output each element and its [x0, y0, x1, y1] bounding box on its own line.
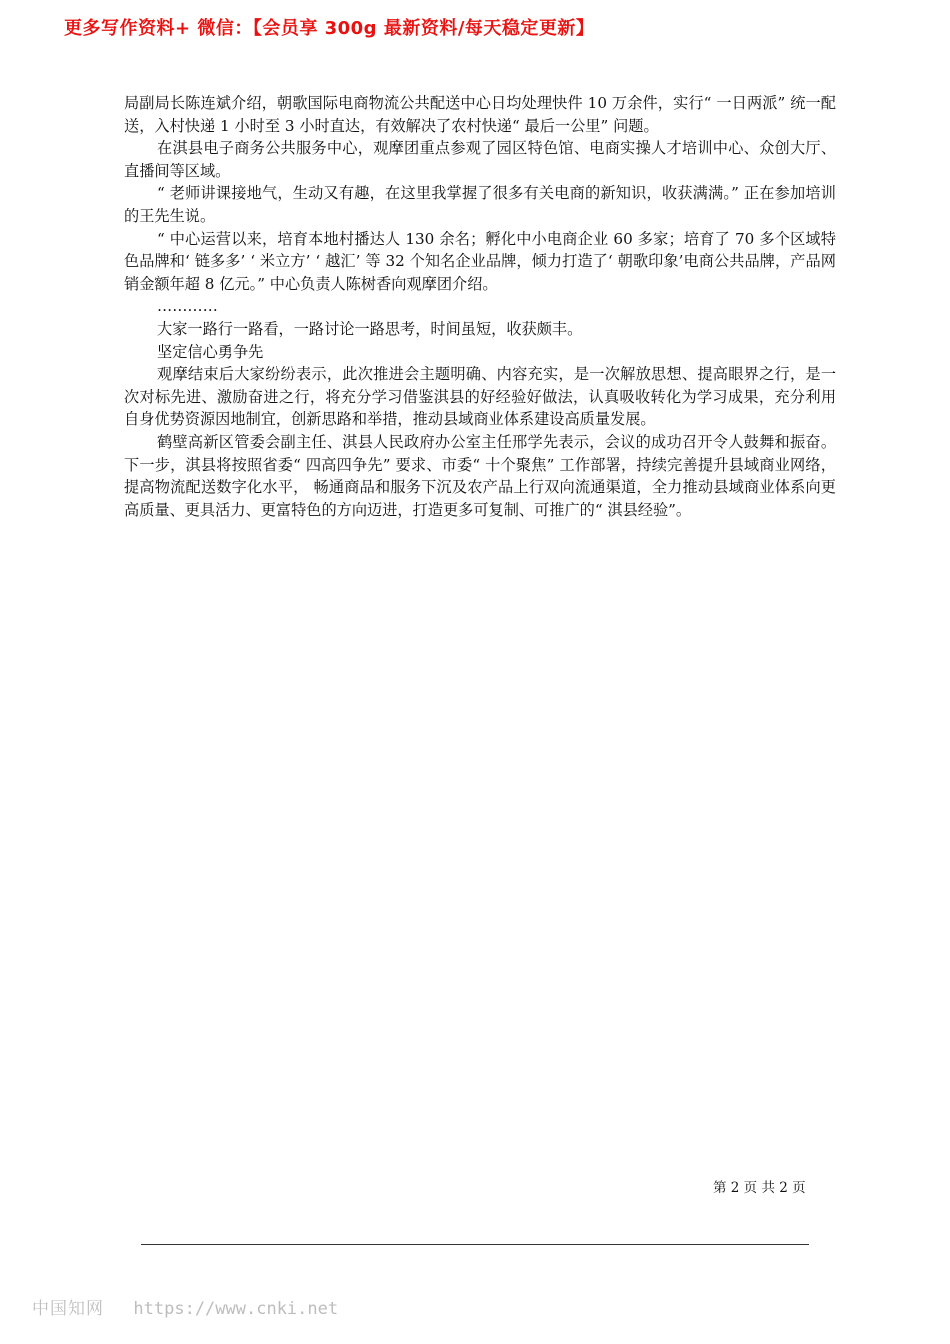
footer-divider — [141, 1244, 809, 1245]
paragraph: “ 中心运营以来，培育本地村播达人 130 余名；孵化中小电商企业 60 多家；培育了 70 多个区域特色品牌和‘ 链多多’ ‘ 米立方’ ‘ 越汇’ 等 32 个知名企业品牌，倾力打造了‘ 朝歌印象’电商公共品牌，产品网销金额年超 8 亿元。” 中心负责人陈树香向观摩团介绍。 — [124, 229, 836, 293]
cnki-watermark — [32, 1294, 338, 1319]
page-number: 第 2 页 共 2 页 — [713, 1180, 806, 1196]
cnki-url[interactable]: https://www.cnki.net — [133, 1299, 339, 1319]
article-body — [124, 92, 836, 521]
paragraph: “ 老师讲课接地气，生动又有趣，在这里我掌握了很多有关电商的新知识，收获满满。” 正在参加培训的王先生说。 — [124, 184, 836, 225]
section-heading: 坚定信心勇争先 — [157, 342, 264, 361]
promo-banner[interactable]: 更多写作资料+ 微信：【会员享 300g 最新资料/每天稳定更新】 — [64, 18, 595, 39]
paragraph: 在淇县电子商务公共服务中心，观摩团重点参观了园区特色馆、电商实操人才培训中心、众创大厅、直播间等区域。 — [124, 139, 836, 180]
paragraph: 鹤壁高新区管委会副主任、淇县人民政府办公室主任邢学先表示，会议的成功召开令人鼓舞和振奋。下一步，淇县将按照省委“ 四高四争先” 要求、市委“ 十个聚焦” 工作部署，持续完善提升县域商业网络， 提高物流配送数字化水平， 畅通商品和服务下沉及农产品上行双向流通渠道，全力推动县域商业体系向更高质量、更具活力、更富特色的方向迈进，打造更多可复制、可推广的“ 淇县经验”。 — [124, 432, 836, 519]
paragraph: 观摩结束后大家纷纷表示，此次推进会主题明确、内容充实，是一次解放思想、提高眼界之行，是一次对标先进、激励奋进之行，将充分学习借鉴淇县的好经验好做法，认真吸收转化为学习成果，充分利用自身优势资源因地制宜，创新思路和举措，推动县域商业体系建设高质量发展。 — [124, 365, 836, 429]
paragraph: 局副局长陈连斌介绍，朝歌国际电商物流公共配送中心日均处理快件 10 万余件，实行“ 一日两派” 统一配送，入村快递 1 小时至 3 小时直达，有效解决了农村快递“ 最后一公里” 问题。 — [124, 94, 836, 135]
paragraph: 大家一路行一路看，一路讨论一路思考，时间虽短，收获颇丰。 — [157, 319, 583, 338]
ellipsis-separator: ………… — [157, 297, 218, 316]
cnki-logo: 中国知网 — [32, 1299, 104, 1319]
